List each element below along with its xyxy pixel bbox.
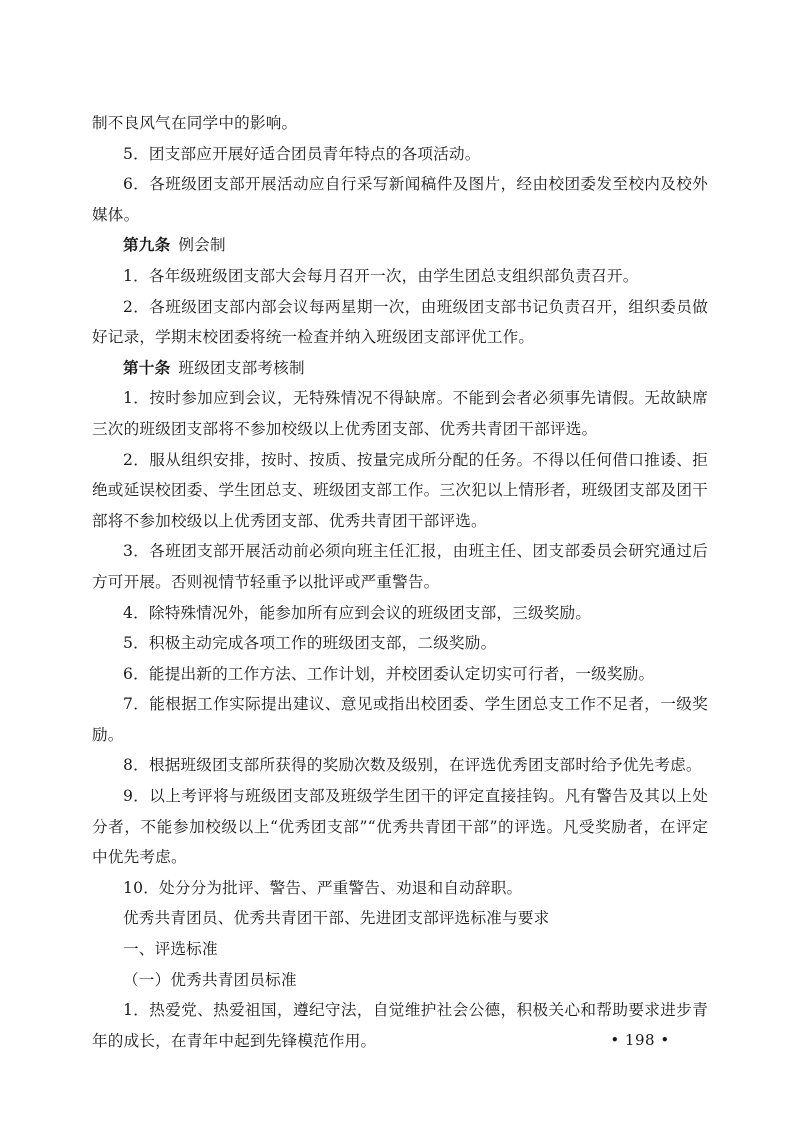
paragraph: 5．积极主动完成各项工作的班级团支部，二级奖励。 [123,634,497,653]
section-heading [92,230,708,261]
paragraph: 4．除特殊情况外，能参加所有应到会议的班级团支部，三级奖励。 [123,603,592,622]
paragraph: 1．各年级班级团支部大会每月召开一次，由学生团总支组织部负责召开。 [123,266,639,285]
section-heading [92,353,708,384]
page-number: • 198 • [610,1031,670,1049]
paragraph: 9．以上考评将与班级团支部及班级学生团干的评定直接挂钩。凡有警告及其以上处分者，不能参加校级以上“优秀团支部”“优秀共青团干部”的评选。凡受奖励者，在评定中优先考虑。 [92,787,708,867]
paragraph: 10．处分分为批评、警告、严重警告、劝退和自动辞职。 [123,878,523,897]
paragraph: 6．能提出新的工作方法、工作计划，并校团委认定切实可行者，一级奖励。 [123,664,655,683]
paragraph: 3．各班团支部开展活动前必须向班主任汇报，由班主任、团支部委员会研究通过后方可开展。否则视情节轻重予以批评或严重警告。 [92,542,708,591]
paragraph: 优秀共青团员、优秀共青团干部、先进团支部评选标准与要求 [123,909,550,928]
paragraph: 6．各班级团支部开展活动应自行采写新闻稿件及图片，经由校团委发至校内及校外媒体。 [92,175,708,224]
paragraph: 2．各班级团支部内部会议每两星期一次，由班级团支部书记负责召开，组织委员做好记录，学期末校团委将统一检查并纳入班级团支部评优工作。 [92,297,708,347]
section-heading-title: 班级团支部考核制 [178,358,305,377]
paragraph: 制不良风气在同学中的影响。 [92,114,298,132]
paragraph: 1．按时参加应到会议，无特殊情况不得缺席。不能到会者必须事先请假。无故缺席三次的班级团支部将不参加校级以上优秀团支部、优秀共青团干部评选。 [92,389,708,438]
paragraph: （一）优秀共青团员标准 [123,970,297,989]
paragraph: 1．热爱党、热爱祖国，遵纪守法，自觉维护社会公德，积极关心和帮助要求进步青年的成长，在青年中起到先锋模范作用。 [92,1001,708,1050]
paragraph: 8．根据班级团支部所获得的奖励次数及级别，在评选优秀团支部时给予优先考虑。 [123,756,702,775]
section-heading-number: 第十条 [123,358,171,377]
document-body [92,108,708,1056]
paragraph: 2．服从组织安排，按时、按质、按量完成所分配的任务。不得以任何借口推诿、拒绝或延误校团委、学生团总支、班级团支部工作。三次犯以上情形者，班级团支部及团干部将不参加校级以上优秀团支部、优秀共青团干部评选。 [92,450,708,530]
section-heading-number: 第九条 [123,236,171,255]
paragraph: 一、评选标准 [123,940,218,959]
paragraph: 7．能根据工作实际提出建议、意见或指出校团委、学生团总支工作不足者，一级奖励。 [92,695,708,744]
section-heading-title: 例会制 [178,236,226,255]
paragraph: 5．团支部应开展好适合团员青年特点的各项活动。 [123,144,481,163]
